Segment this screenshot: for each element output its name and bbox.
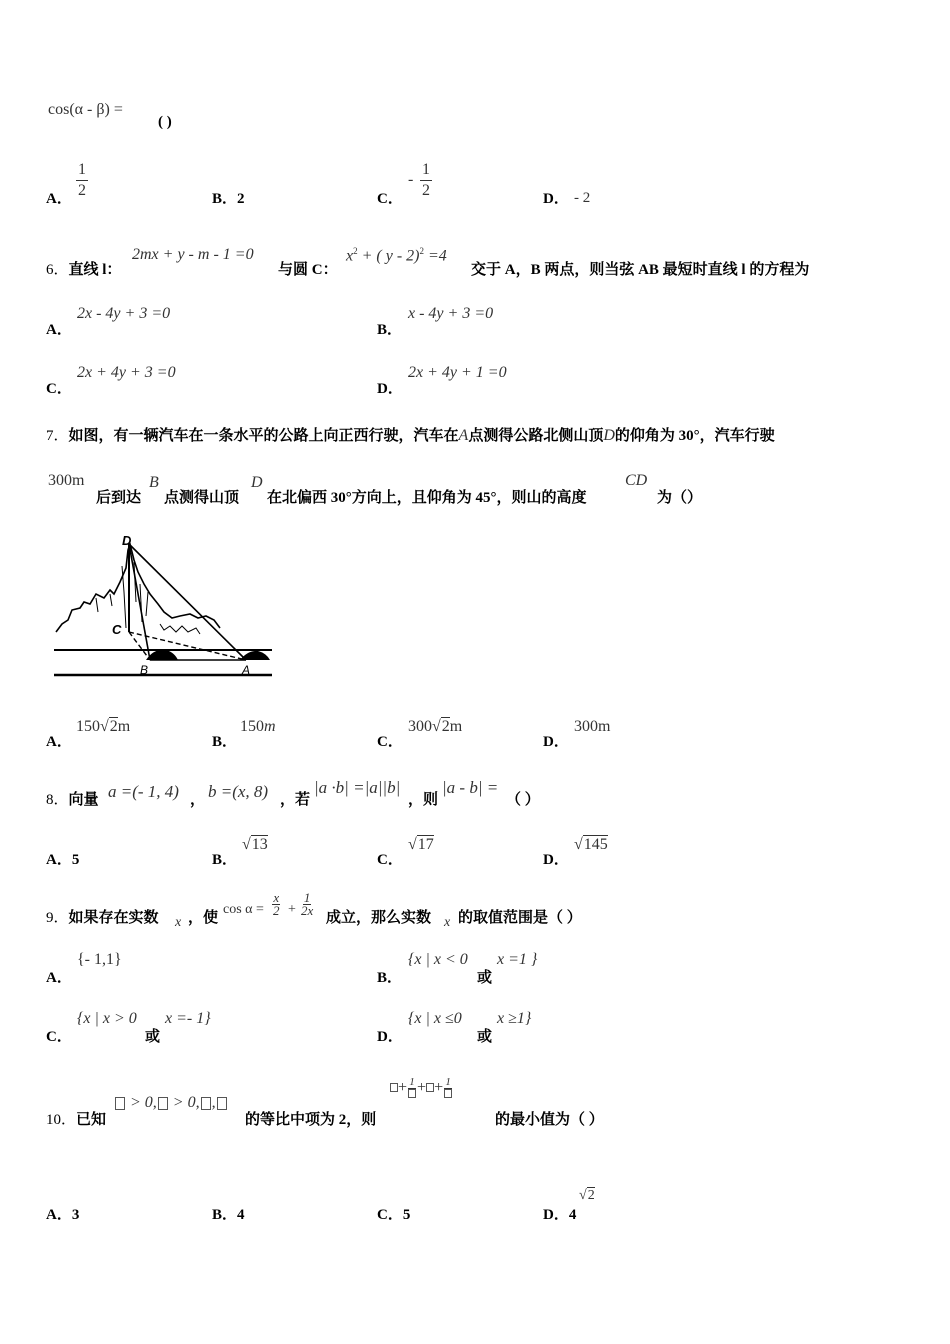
car-b-shape	[146, 650, 178, 660]
q9-option-d-or: 或	[477, 1029, 493, 1045]
q7-distance: 300m	[48, 472, 85, 489]
q9-option-c-expr: {x | x > 0	[77, 1010, 137, 1027]
q5-stem-expr: cos(α - β) =	[48, 101, 123, 118]
q6-stem-3: 交于 A，B 两点，则当弦 AB 最短时直线 l 的方程为	[471, 262, 810, 278]
q9-option-b-expr: {x | x < 0	[408, 951, 468, 968]
q9-option-b-or: 或	[477, 970, 493, 986]
q9-option-c-expr2: x =- 1}	[165, 1010, 211, 1027]
q8-option-c: C．	[377, 852, 403, 868]
q8-vector-b: b =(x, 8)	[208, 782, 269, 801]
q6-option-d: D．	[377, 381, 403, 397]
q9-option-a-expr: {- 1,1}	[77, 951, 122, 968]
q5-option-b: B．2	[212, 191, 245, 207]
q9-plus: +	[288, 902, 296, 917]
q7-stem-line2d: 为（）	[657, 490, 703, 506]
q9-frac-1: $\frac{x}{2}$	[273, 890, 280, 918]
q10-stem-2: 的等比中项为 2，则	[245, 1112, 377, 1128]
q9-x2: x	[444, 915, 451, 930]
q8-option-b: B．	[212, 852, 238, 868]
q8-ask: |a - b| =	[442, 778, 499, 797]
q9-x1: x	[175, 915, 182, 930]
q9-option-b: B．	[377, 970, 403, 986]
q7-option-d-expr: 300m	[574, 718, 611, 735]
q6-option-d-expr: 2x + 4y + 1 =0	[408, 364, 507, 381]
q6-circle-eq: $x^2$ + ( y - 2)$^2$ =4	[346, 246, 447, 265]
q7-option-b: B．	[212, 734, 238, 750]
q8-stem: 8．向量	[46, 792, 99, 808]
q6-option-a-expr: 2x - 4y + 3 =0	[77, 305, 171, 322]
q8-option-d: D．	[543, 852, 569, 868]
car-a-shape	[240, 651, 270, 660]
q7-option-b-expr: 150m	[240, 718, 276, 735]
q9-option-d-expr2: x ≥1}	[497, 1010, 532, 1027]
q6-option-c: C．	[46, 381, 72, 397]
q8-option-c-expr: √17	[408, 836, 434, 853]
q7-segment-cd: CD	[625, 472, 648, 489]
q9-option-a: A．	[46, 970, 72, 986]
q7-option-a: A．	[46, 734, 72, 750]
q10-expression: + 1 + + 1	[390, 1076, 453, 1101]
mountain-texture-2	[160, 624, 200, 634]
q7-figure	[50, 532, 278, 682]
q10-option-d: D．4	[543, 1207, 577, 1223]
q10-stem-3: 的最小值为（ ）	[495, 1112, 604, 1128]
q5-paren: ( )	[158, 114, 172, 130]
q9-cos: cos α =	[223, 902, 264, 917]
q10-stem: 10．已知	[46, 1112, 107, 1128]
q9-stem-2: ，使	[188, 910, 219, 926]
q7-stem-line2b: 点测得山顶	[164, 490, 240, 506]
q5-option-d: D．	[543, 191, 569, 207]
q7-stem-line2: 后到达	[96, 490, 142, 506]
q8-option-a: A．5	[46, 852, 80, 868]
q6-option-c-expr: 2x + 4y + 3 =0	[77, 364, 176, 381]
q5-option-d-value: - 2	[574, 190, 591, 206]
q6-line-eq: 2mx + y - m - 1 =0	[132, 246, 254, 263]
q8-stem-2: ，若	[280, 792, 311, 808]
q10-option-a: A．3	[46, 1207, 80, 1223]
q10-option-c: C．5	[377, 1207, 411, 1223]
q9-stem: 9．如果存在实数	[46, 910, 159, 926]
q5-option-c: C．	[377, 191, 403, 207]
q7-stem-line1: 7．如图，有一辆汽车在一条水平的公路上向正西行驶，汽车在A点测得公路北侧山顶D的仰角为 30°，汽车行驶	[46, 427, 775, 444]
q5-option-a-frac: $\frac{1}{2}$	[78, 161, 86, 199]
q9-option-d: D．	[377, 1029, 403, 1045]
q9-stem-3: 成立，那么实数	[326, 910, 432, 926]
q9-option-b-expr2: x =1 }	[497, 951, 538, 968]
q9-stem-4: 的取值范围是（ ）	[458, 910, 582, 926]
figure-label-a: A	[242, 663, 251, 677]
q7-option-d: D．	[543, 734, 569, 750]
segment-ca	[129, 632, 246, 660]
figure-label-b: B	[140, 663, 149, 677]
q8-paren: （ ）	[506, 792, 540, 808]
q9-frac-2: $\frac{1}{2x}$	[301, 890, 314, 918]
q5-option-c-sign: -	[408, 171, 414, 188]
q8-option-b-expr: √13	[242, 836, 268, 853]
q7-stem-line2c: 在北偏西 30°方向上，且仰角为 45°，则山的高度	[267, 490, 587, 506]
mountain-texture	[96, 562, 148, 628]
q7-option-c-expr: 300√2m	[408, 718, 463, 735]
q6-stem-2: 与圆 C：	[278, 262, 338, 278]
q9-option-c: C．	[46, 1029, 72, 1045]
q8-stem-3: ，则	[408, 792, 439, 808]
q8-comma: ，	[190, 792, 206, 808]
q10-option-d-rad: √2	[579, 1188, 595, 1203]
q7-point-b: B	[149, 474, 159, 491]
q7-option-c: C．	[377, 734, 403, 750]
q8-vector-a: a =(- 1, 4)	[108, 782, 179, 801]
q9-option-c-or: 或	[145, 1029, 161, 1045]
q10-option-b: B．4	[212, 1207, 245, 1223]
q5-option-c-frac: $\frac{1}{2}$	[422, 161, 430, 199]
mountain-outline	[56, 544, 220, 632]
q6-option-b: B．	[377, 322, 403, 338]
q6-stem: 6．直线 l：	[46, 262, 122, 278]
q6-option-a: A．	[46, 322, 72, 338]
q7-point-d: D	[251, 474, 263, 491]
q7-option-a-expr: 150√2m	[76, 718, 131, 735]
figure-label-c: C	[112, 622, 122, 637]
q9-option-d-expr: {x | x ≤0	[408, 1010, 462, 1027]
q10-condition: > 0, > 0, ,	[114, 1094, 228, 1112]
q8-condition: |a ·b| =|a||b|	[314, 778, 401, 797]
q5-option-a: A．	[46, 191, 72, 207]
q8-option-d-expr: √145	[574, 836, 608, 853]
q6-option-b-expr: x - 4y + 3 =0	[408, 305, 494, 322]
figure-label-d: D	[122, 533, 132, 548]
